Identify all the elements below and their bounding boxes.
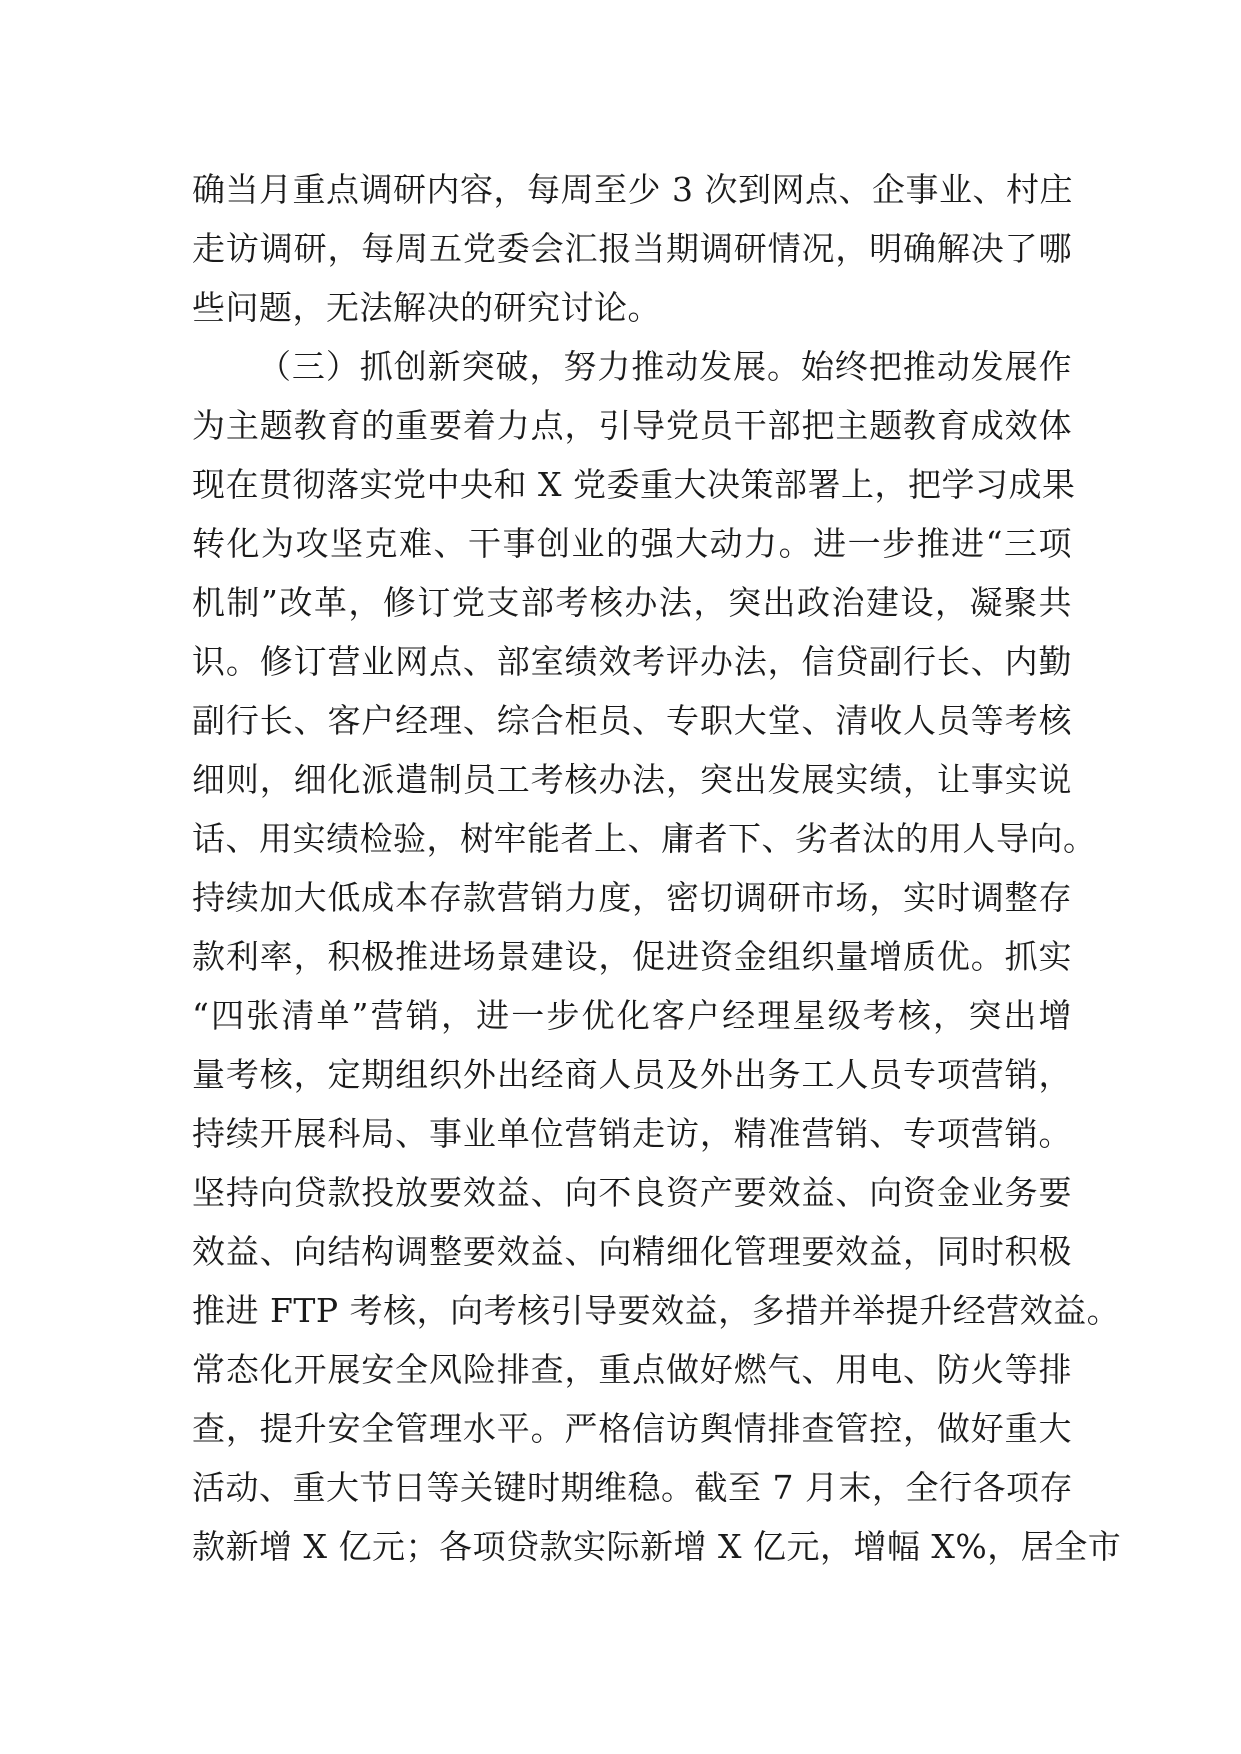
text-line: 些问题，无法解决的研究讨论。 [192, 288, 661, 327]
text-line: 量考核，定期组织外出经商人员及外出务工人员专项营销， [192, 1055, 1072, 1094]
text-line: 推进 FTP 考核，向考核引导要效益，多措并举提升经营效益。 [192, 1291, 1121, 1330]
text-line: 识。修订营业网点、部室绩效考评办法，信贷副行长、内勤 [192, 642, 1072, 681]
text-line: “四张清单”营销，进一步优化客户经理星级考核，突出增 [192, 996, 1072, 1035]
text-line: 细则，细化派遣制员工考核办法，突出发展实绩，让事实说 [192, 760, 1072, 799]
text-line: 走访调研，每周五党委会汇报当期调研情况，明确解决了哪 [192, 229, 1072, 268]
text-line: 款利率，积极推进场景建设，促进资金组织量增质优。抓实 [192, 937, 1072, 976]
text-line: 转化为攻坚克难、干事创业的强大动力。进一步推进“三项 [192, 524, 1072, 563]
body-text [192, 160, 1122, 1576]
text-line: 常态化开展安全风险排查，重点做好燃气、用电、防火等排 [192, 1350, 1072, 1389]
text-line: 话、用实绩检验，树牢能者上、庸者下、劣者汰的用人导向。 [192, 819, 1097, 858]
text-line: 持续加大低成本存款营销力度，密切调研市场，实时调整存 [192, 878, 1072, 917]
text-line: 机制”改革，修订党支部考核办法，突出政治建设，凝聚共 [192, 583, 1072, 622]
text-line: 款新增 X 亿元；各项贷款实际新增 X 亿元，增幅 X%，居全市 [192, 1527, 1122, 1566]
text-line: 持续开展科局、事业单位营销走访，精准营销、专项营销。 [192, 1114, 1072, 1153]
text-line: 效益、向结构调整要效益、向精细化管理要效益，同时积极 [192, 1232, 1072, 1271]
text-line: 现在贯彻落实党中央和 X 党委重大决策部署上，把学习成果 [192, 465, 1076, 504]
text-line: 确当月重点调研内容，每周至少 3 次到网点、企事业、村庄 [192, 170, 1073, 209]
text-line: 坚持向贷款投放要效益、向不良资产要效益、向资金业务要 [192, 1173, 1072, 1212]
text-line: 副行长、客户经理、综合柜员、专职大堂、清收人员等考核 [192, 701, 1072, 740]
text-line: （三）抓创新突破，努力推动发展。始终把推动发展作 [258, 347, 1072, 386]
text-line: 活动、重大节日等关键时期维稳。截至 7 月末，全行各项存 [192, 1468, 1073, 1507]
text-line: 查，提升安全管理水平。严格信访舆情排查管控，做好重大 [192, 1409, 1072, 1448]
text-line: 为主题教育的重要着力点，引导党员干部把主题教育成效体 [192, 406, 1072, 445]
